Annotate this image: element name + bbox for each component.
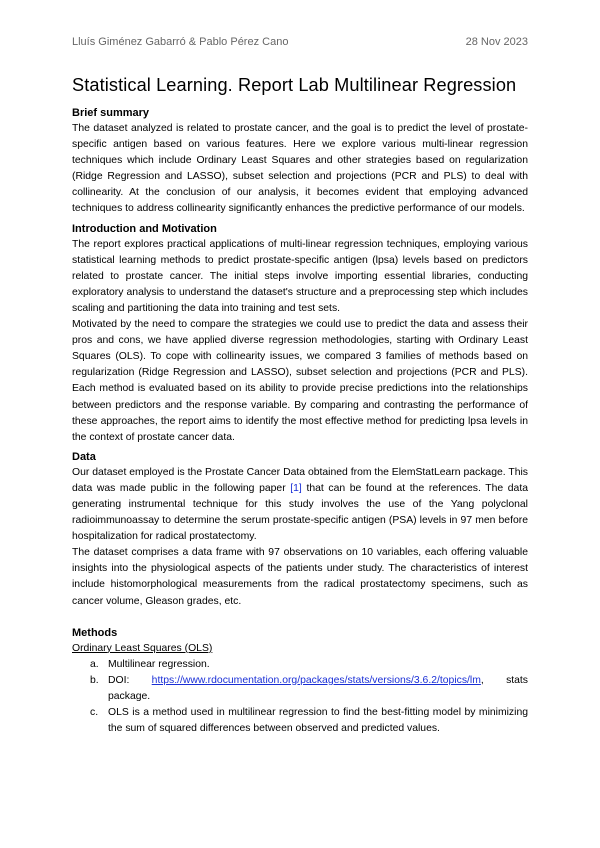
summary-heading: Brief summary — [72, 107, 150, 119]
document-title: Statistical Learning. Report Lab Multilinear Regression — [72, 75, 517, 95]
document-body — [72, 73, 528, 737]
list-item-text: OLS is a method used in multilinear regression to find the best-fitting model by minimizing the sum of squared differences between observed and predicted values. — [108, 706, 528, 734]
header-date: 28 Nov 2023 — [465, 36, 528, 48]
spacer — [72, 610, 528, 625]
doi-suffix: , stats package. — [108, 674, 529, 702]
page-header — [72, 36, 528, 50]
ols-list — [72, 657, 528, 737]
data-paragraph-2: The dataset comprises a data frame with 97 observations on 10 variables, each offering valuable insights into the physiological aspects of the patients under study. The characteristics of interest include histomorphological measurements from the radical prostatectomy specimens, such as cancer volume, Gleason grades, etc. — [72, 547, 528, 607]
doi-link[interactable]: https://www.rdocumentation.org/packages/stats/versions/3.6.2/topics/lm — [151, 674, 481, 686]
reference-link[interactable]: [1] — [290, 482, 302, 494]
list-marker: b. — [90, 674, 99, 686]
list-marker: a. — [90, 658, 99, 670]
list-marker: c. — [90, 706, 99, 718]
data-paragraph-1 — [72, 465, 528, 545]
intro-paragraph-2: Motivated by the need to compare the strategies we could use to predict the data and assess their pros and cons, we have applied diverse regression methodologies, starting with Ordinary Least Squares (OLS). To cope with collinearity issues, we compared 3 families of methods based on regularization (Ridge Regression and LASSO), subset selection and projections (PCR and PLS). Each method is evaluated based on its ability to provide precise predictions into the relationships between predictors and the response variable. By comparing and contrasting the performance of these approaches, the report aims to identify the most effective method for predicting lpsa levels in the context of prostate cancer data. — [72, 319, 528, 443]
list-item — [72, 657, 528, 673]
data-text-after-ref: that can be found at the references. The data generating instrumental technique for this study involves the use of the Yang polyclonal radioimmunoassay to determine the serum prostate-specific antigen (PSA) levels in 97 men before hospitalization for radical prostatectomy. — [72, 482, 528, 543]
list-item-text: Multilinear regression. — [108, 658, 210, 670]
doi-label: DOI: — [108, 674, 152, 686]
list-item — [72, 705, 528, 737]
data-text-before-ref: Our dataset employed is the Prostate Cancer Data obtained from the ElemStatLearn package. This data was made public in the following paper — [72, 466, 528, 494]
header-authors: Lluís Giménez Gabarró & Pablo Pérez Cano — [72, 36, 289, 48]
summary-paragraph: The dataset analyzed is related to prostate cancer, and the goal is to predict the level of prostate-specific antigen based on various features. Here we explore various multi-linear regression techniques which include Ordinary Least Squares and other strategies based on regularization (Ridge Regression and LASSO), subset selection and projections (PCR and PLS) to deal with collinearity. At the conclusion of our analysis, it becomes evident that employing advanced techniques to address collinearity significantly enhances the predictive performance of our models. — [72, 123, 528, 215]
methods-heading: Methods — [72, 626, 118, 639]
intro-heading: Introduction and Motivation — [72, 222, 217, 235]
data-heading: Data — [72, 450, 96, 463]
list-item — [72, 673, 528, 705]
intro-paragraph-1: The report explores practical applications of multi-linear regression techniques, employing various statistical learning methods to predict prostate-specific antigen (lpsa) levels based on predictors related to prostate cancer. The initial steps involve importing essential libraries, conducting exploratory analysis to understand the dataset's structure and a preprocessing step which includes scaling and partitioning the data into training and test sets. — [72, 238, 528, 314]
ols-subheading: Ordinary Least Squares (OLS) — [72, 642, 213, 654]
